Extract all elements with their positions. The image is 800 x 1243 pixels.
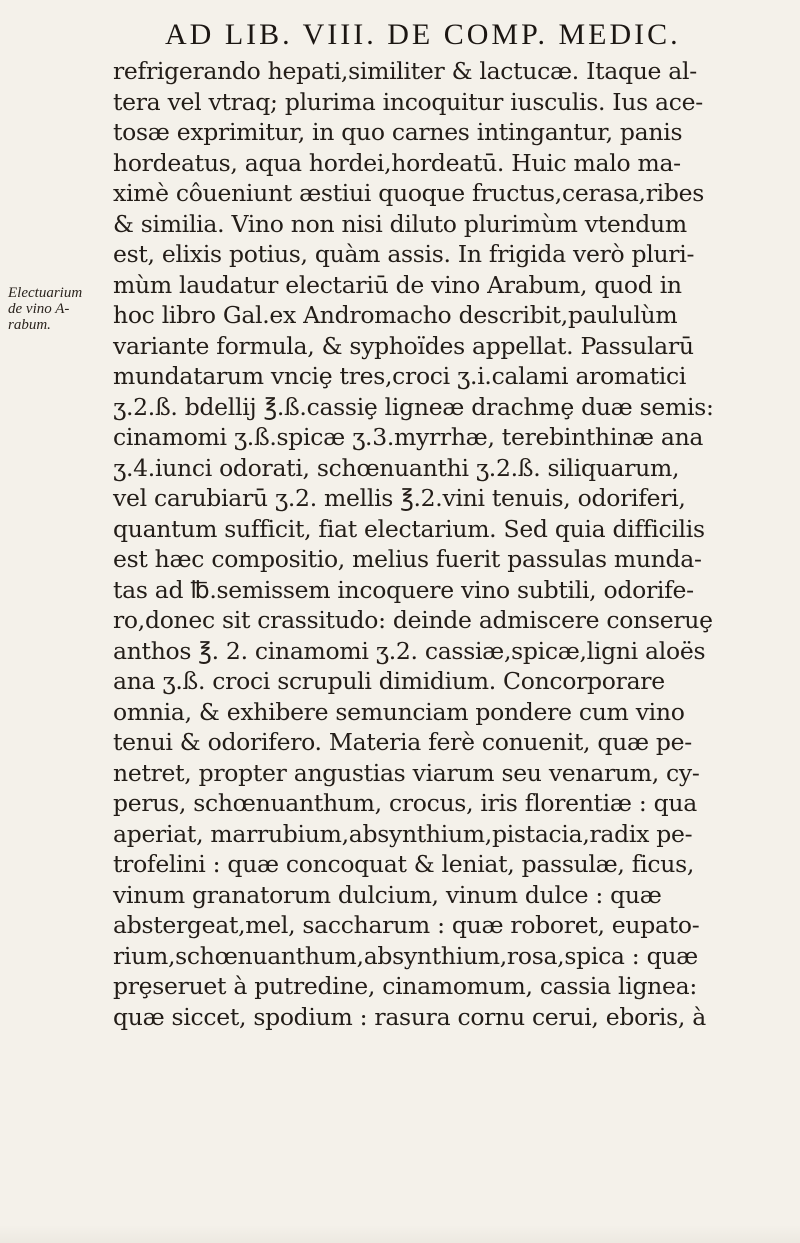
text-line: tenui & odorifero. Materia ferè conuenit, quæ pe-	[113, 728, 692, 756]
text-line: ro,donec sit crassitudo: deinde admiscere conseruȩ	[113, 606, 713, 634]
text-line: abstergeat,mel, saccharum : quæ roboret, eupato-	[113, 911, 700, 939]
margin-note-line: de vino A-	[8, 301, 70, 317]
text-line: prȩseruet à putredine, cinamomum, cassia lignea:	[113, 972, 697, 1000]
text-line: hoc libro Gal.ex Andromacho describit,paululùm	[113, 301, 678, 329]
text-line: mùm laudatur electariū de vino Arabum, quod in	[113, 270, 682, 299]
text-line: cinamomi ʒ.ß.spicæ ʒ.3.myrrhæ, terebinthinæ ana	[113, 423, 704, 451]
text-line: ʒ.4.iunci odorati, schœnuanthi ʒ.2.ß. siliquarum,	[113, 453, 680, 482]
text-line: perus, schœnuanthum, crocus, iris florentiæ : qua	[113, 789, 697, 817]
text-line: netret, propter angustias viarum seu venarum, cy-	[113, 758, 700, 787]
text-line: trofelini : quæ concoquat & leniat, passulæ, ficus,	[113, 850, 695, 878]
text-line: est, elixis potius, quàm assis. In frigida verò pluri-	[113, 240, 695, 268]
text-line: quæ siccet, spodium : rasura cornu cerui, eboris, à	[113, 1002, 706, 1031]
text-line: tosæ exprimitur, in quo carnes intingantur, panis	[113, 118, 683, 146]
text-line: ana ʒ.ß. croci scrupuli dimidium. Concorporare	[113, 667, 665, 695]
text-line: & similia. Vino non nisi diluto plurimùm vtendum	[113, 209, 687, 238]
page-edge	[0, 1225, 800, 1243]
text-line: tera vel vtraq; plurima incoquitur iusculis. Ius ace-	[113, 87, 703, 116]
text-line: vel carubiarū ʒ.2. mellis ℥.2.vini tenuis, odoriferi,	[113, 484, 686, 512]
text-line: ʒ.2.ß. bdellij ℥.ß.cassiȩ ligneæ drachmȩ duæ semis:	[113, 392, 714, 421]
text-line: mundatarum vnciȩ tres,croci ʒ.i.calami aromatici	[113, 362, 687, 390]
text-line: omnia, & exhibere semunciam pondere cum vino	[113, 697, 685, 726]
text-line: vinum granatorum dulcium, vinum dulce : quæ	[113, 880, 662, 909]
body-text	[113, 56, 763, 1032]
text-line: rium,schœnuanthum,absynthium,rosa,spica : quæ	[113, 941, 698, 970]
text-line: tas ad ℔.semissem incoquere vino subtili, odorife-	[113, 575, 694, 604]
margin-note-line: Electuarium	[8, 285, 83, 301]
text-line: quantum sufficit, fiat electarium. Sed quia difficilis	[113, 514, 705, 543]
text-line: refrigerando hepati,similiter & lactucæ. Itaque al-	[113, 57, 697, 85]
text-line: est hæc compositio, melius fuerit passulas munda-	[113, 545, 702, 573]
text-line: hordeatus, aqua hordei,hordeatū. Huic malo ma-	[113, 148, 681, 177]
running-head: AD LIB. VIII. DE COMP. MEDIC.	[165, 18, 681, 51]
text-line: anthos ℥. 2. cinamomi ʒ.2. cassiæ,spicæ,ligni aloës	[113, 636, 706, 665]
text-line: variante formula, & syphoïdes appellat. Passularū	[113, 331, 694, 360]
margin-note-line: rabum.	[8, 317, 51, 333]
text-line: ximè côueniunt æstiui quoque fructus,cerasa,ribes	[113, 179, 704, 207]
text-line: aperiat, marrubium,absynthium,pistacia,radix pe-	[113, 819, 693, 848]
margin-note	[8, 285, 108, 333]
